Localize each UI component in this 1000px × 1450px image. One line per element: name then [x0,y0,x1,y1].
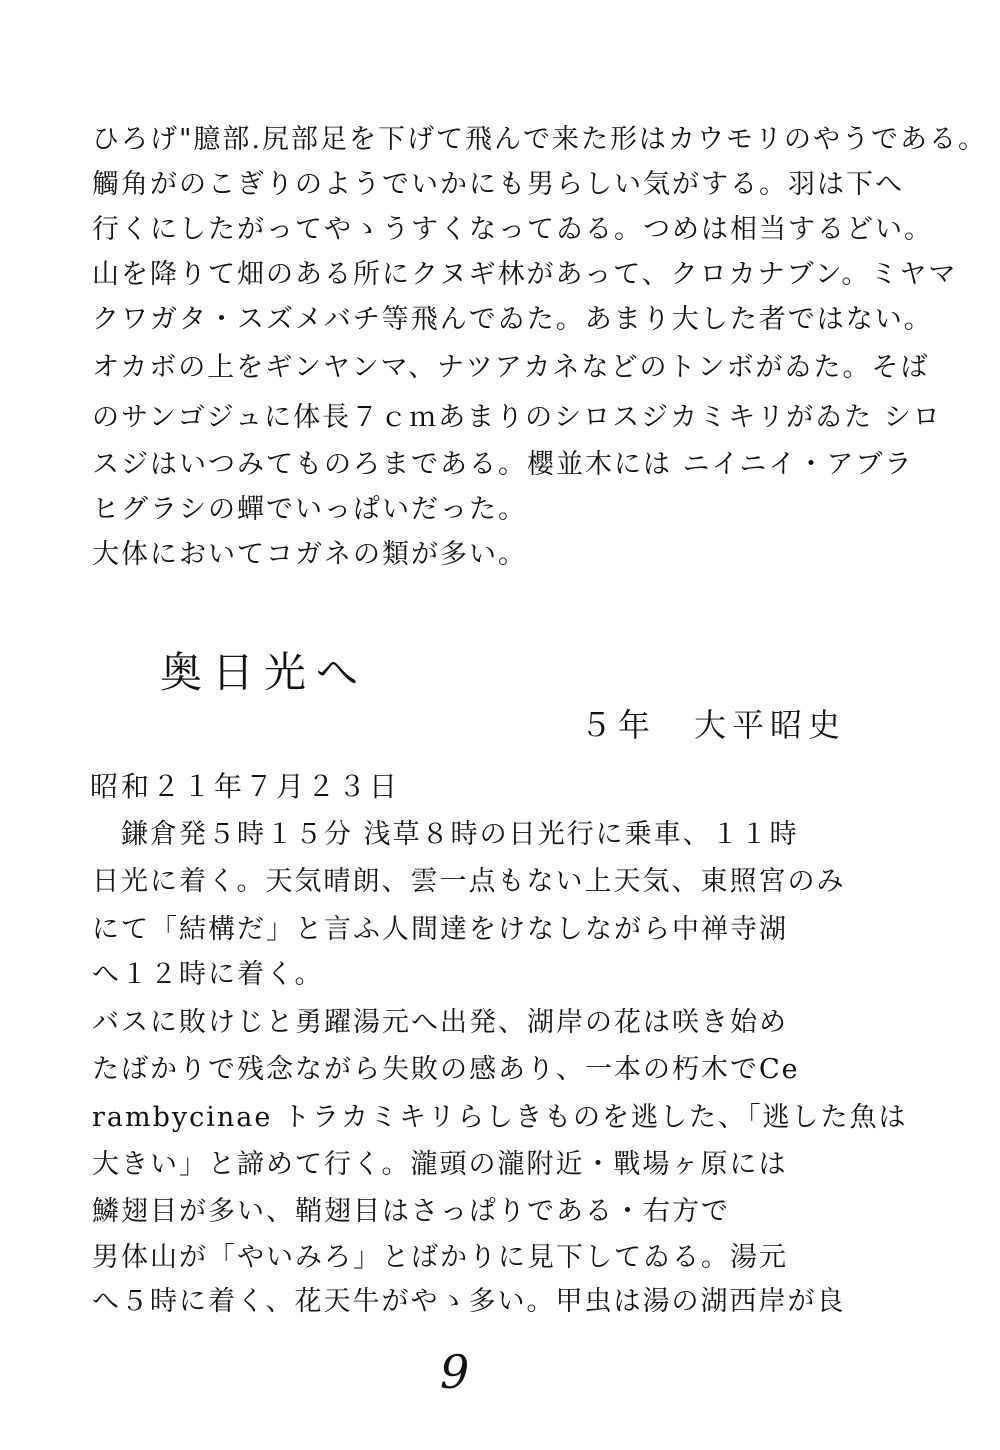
text-line: 日光に着く。天気晴朗、雲一点もない上天気、東照宮のみ [92,866,846,897]
text-line: にて「結構だ」と言ふ人間達をけなしながら中禅寺湖 [92,914,788,945]
text-line: rambycinae トラカミキリらしきものを逃した、「逃した魚は [92,1102,908,1133]
text-line: 男体山が「やいみろ」とばかりに見下してゐる。湯元 [92,1242,788,1273]
text-line: 鱗翅目が多い、鞘翅目はさっぱりである・右方で [92,1196,730,1227]
text-line: バスに敗けじと勇躍湯元へ出発、湖岸の花は咲き始め [92,1007,788,1038]
text-line: ヒグラシの蟬でいっぱいだった。 [92,494,527,525]
essay-title: 奥日光へ [160,648,369,697]
page-number: 9 [440,1345,470,1399]
text-line: スジはいつみてものろまである。櫻並木には ニイニイ・アブラ [92,449,914,480]
text-line: へ５時に着く、花天牛がやゝ多い。甲虫は湯の湖西岸が良 [92,1286,846,1317]
text-line: のサンゴジュに体長７ｃｍあまりのシロスジカミキリがゐた シロ [92,402,942,433]
text-line: たばかりで残念ながら失敗の感あり、一本の朽木でCe [92,1054,800,1085]
text-line: 鎌倉発５時１５分 浅草８時の日光行に乗車、１１時 [92,819,799,850]
text-line: 行くにしたがってやゝうすくなってゐる。つめは相当するどい。 [92,214,933,245]
text-line: ひろげ"臆部.尻部足を下げて飛んで来た形はカウモリのやうである。 [92,124,988,155]
text-line: 大きい」と諦めて行く。瀧頭の瀧附近・戰場ヶ原には [92,1149,788,1180]
essay-author: ５年 大平昭史 [580,706,847,744]
text-line: オカボの上をギンヤンマ、ナツアカネなどのトンボがゐた。そば [92,352,930,383]
text-line: 山を降りて畑のある所にクヌギ林があって、クロカナブン。ミヤマ [92,259,958,290]
text-line: 觸角がのこぎりのようでいかにも男らしい気がする。羽は下へ [92,169,904,200]
text-line: へ１２時に着く。 [92,959,324,990]
text-line: クワガタ・スズメバチ等飛んでゐた。あまり大した者ではない。 [92,304,933,335]
essay-date: 昭和２１年７月２３日 [90,770,401,803]
text-line: 大体においてコガネの類が多い。 [92,539,527,570]
